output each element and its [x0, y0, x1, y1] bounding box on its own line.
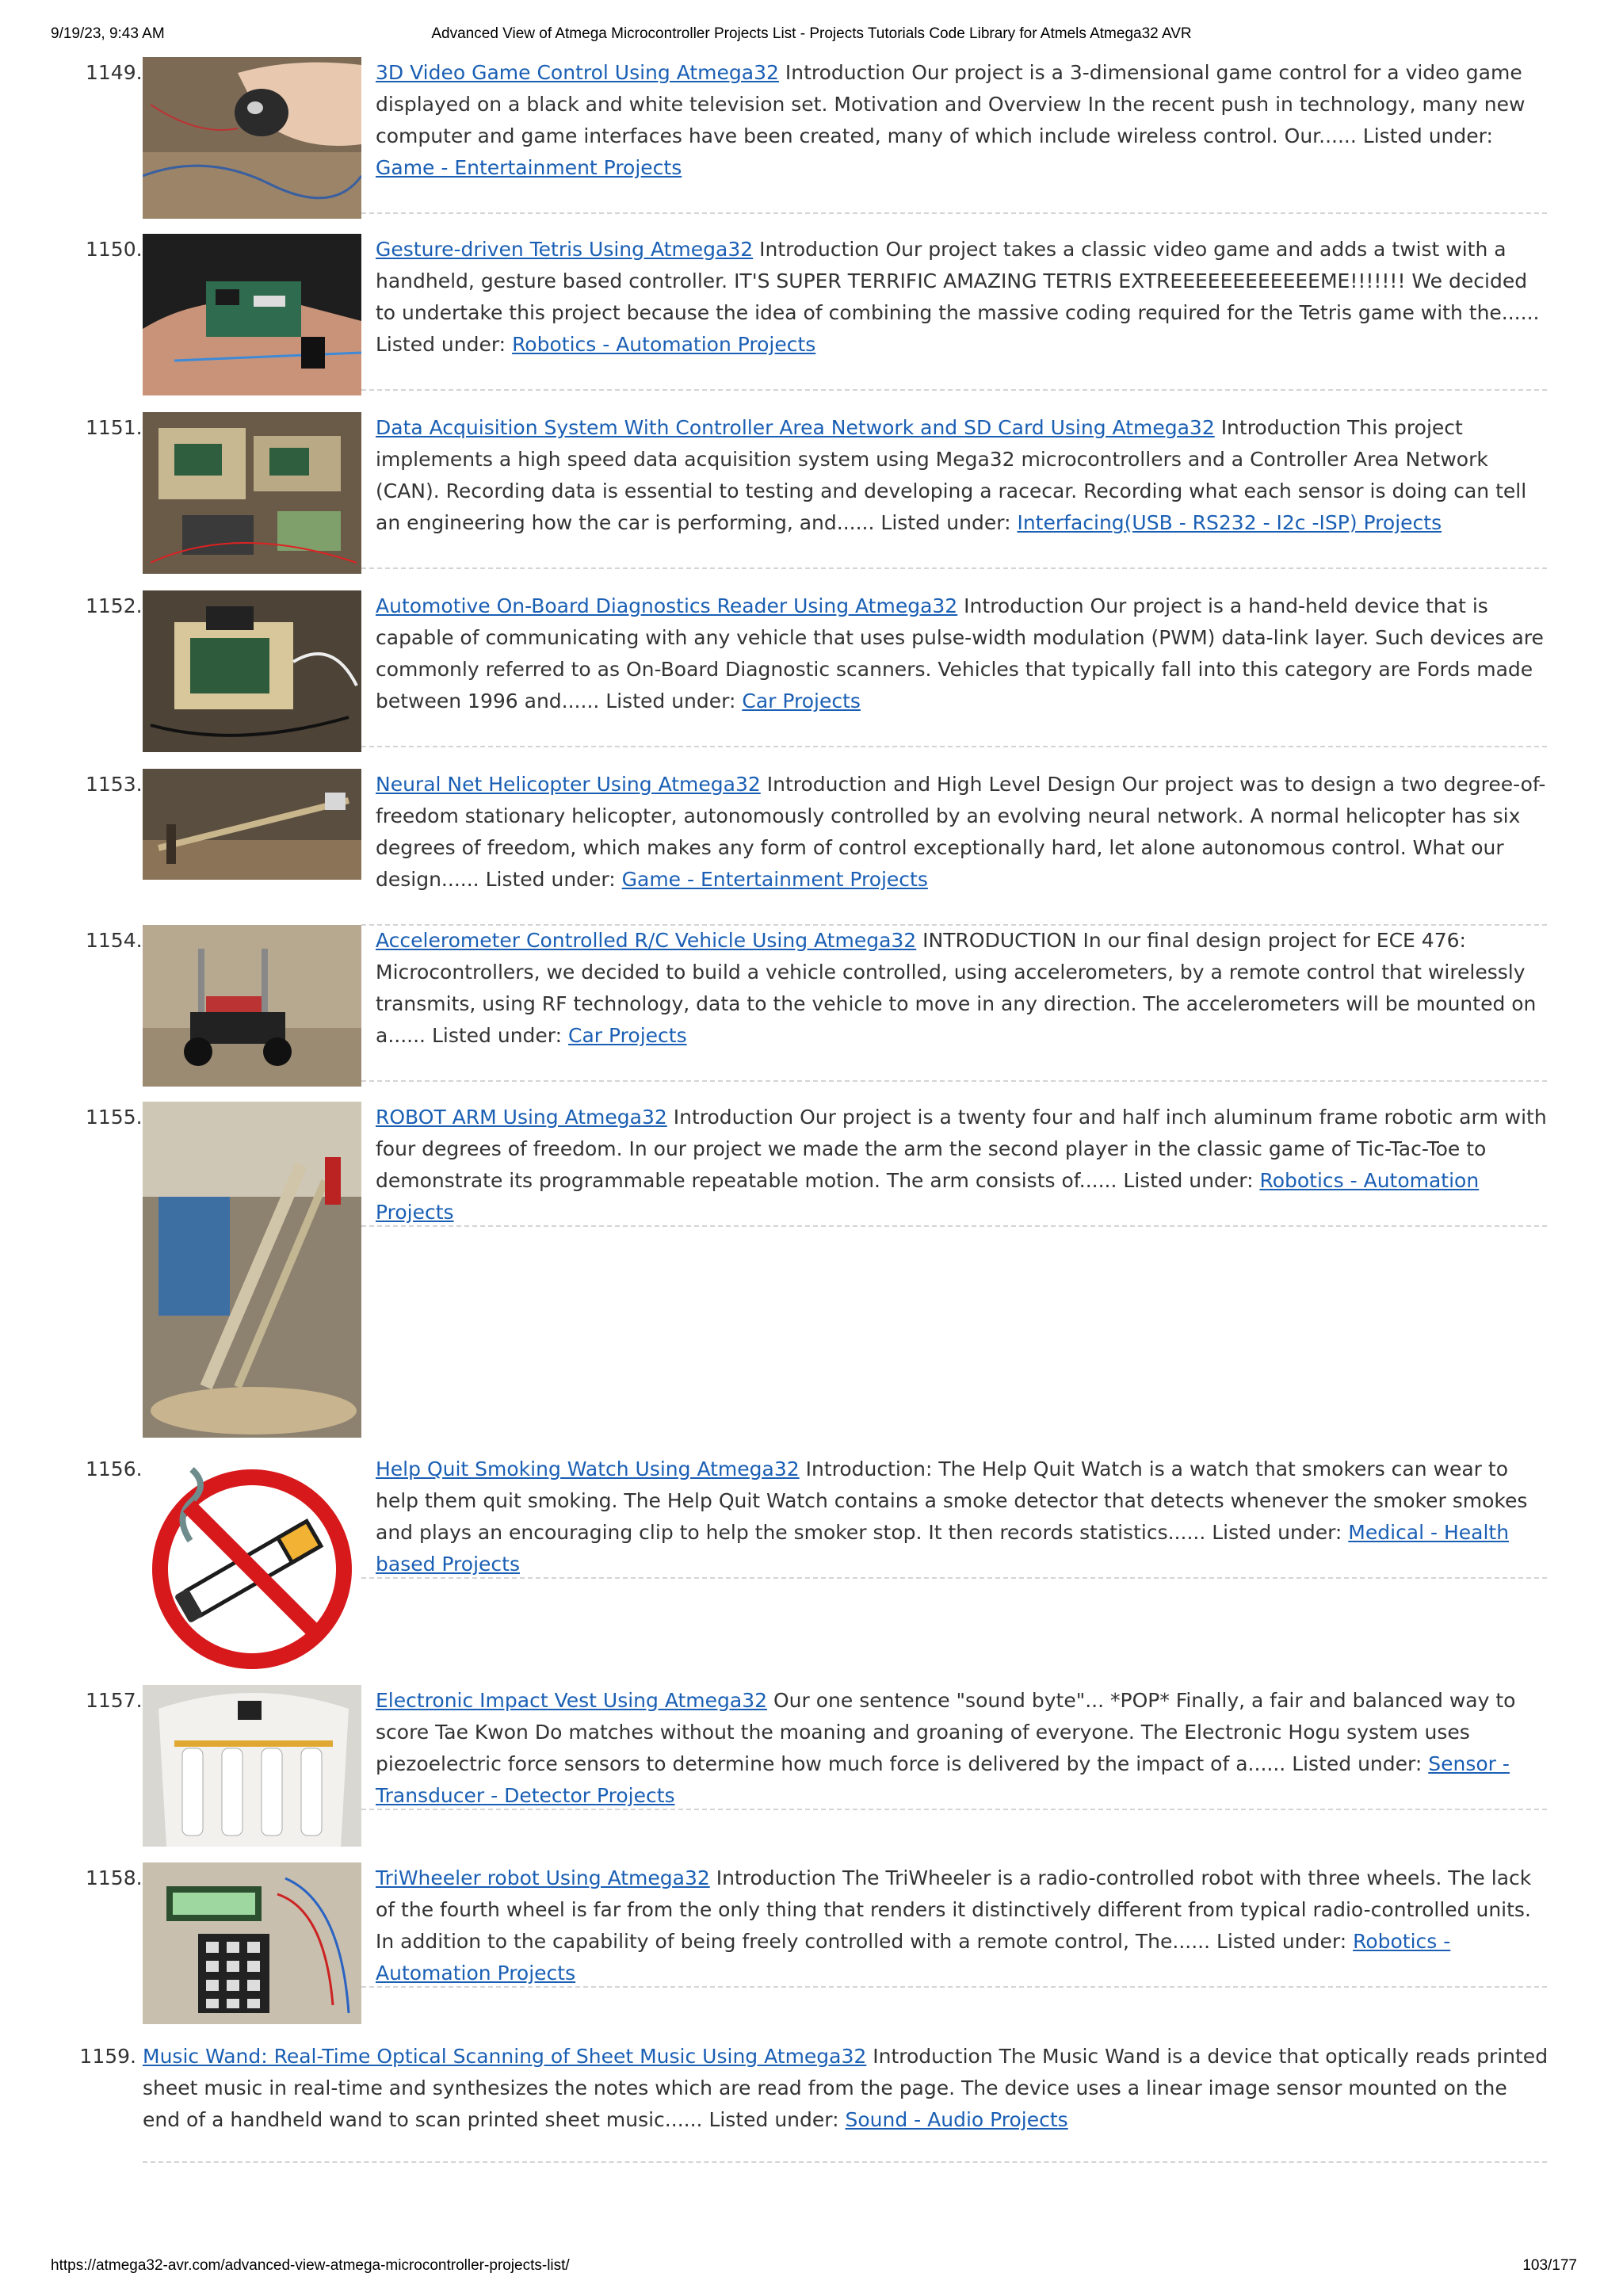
category-link[interactable]: Robotics - Automation Projects — [512, 333, 816, 356]
entry-divider — [361, 1809, 1547, 1810]
entry-text — [376, 1454, 1549, 1580]
entry-divider — [361, 567, 1547, 569]
listed-under-label: Listed under: — [708, 2108, 839, 2131]
entry-number: 1155. — [86, 1106, 143, 1129]
entry-divider — [361, 1080, 1547, 1082]
project-thumbnail[interactable] — [143, 412, 361, 574]
project-thumbnail[interactable] — [143, 1685, 361, 1847]
entry-number: 1157. — [86, 1689, 143, 1712]
category-link[interactable]: Medical - Health based Projects — [376, 1521, 1510, 1576]
thumbnail-image — [143, 769, 361, 880]
print-header — [0, 25, 1623, 49]
project-thumbnail[interactable] — [143, 769, 361, 880]
thumbnail-image — [143, 1102, 361, 1438]
listed-under-label: Listed under: — [431, 1024, 563, 1047]
project-thumbnail[interactable] — [143, 1862, 361, 2024]
project-title-link[interactable]: Neural Net Helicopter Using Atmega32 — [376, 773, 761, 796]
entry-number: 1156. — [86, 1457, 143, 1480]
category-link[interactable]: Game - Entertainment Projects — [621, 868, 928, 891]
entry-divider — [361, 746, 1547, 747]
category-link[interactable]: Car Projects — [742, 690, 861, 712]
entry-divider — [361, 1986, 1547, 1988]
project-description: Introduction: The Help Quit Watch is a watch that smokers can wear to help them quit smoking. The Help Quit Watch contains a smoke detector that detects whenever the smoker smokes and plays an encouraging clip to help the smoker stop. It then records statistics...... — [376, 1457, 1528, 1544]
project-title-link[interactable]: Accelerometer Controlled R/C Vehicle Using Atmega32 — [376, 929, 917, 952]
project-thumbnail[interactable] — [143, 1454, 361, 1675]
project-title-link[interactable]: Data Acquisition System With Controller Area Network and SD Card Using Atmega32 — [376, 416, 1215, 439]
entry-number: 1154. — [86, 929, 143, 952]
entry-divider — [361, 1225, 1547, 1227]
project-thumbnail[interactable] — [143, 590, 361, 752]
entry-number: 1152. — [86, 594, 143, 617]
thumbnail-image — [143, 590, 361, 752]
no-smoking-icon — [143, 1454, 361, 1675]
project-title-link[interactable]: Gesture-driven Tetris Using Atmega32 — [376, 238, 754, 261]
project-description: Introduction This project implements a high speed data acquisition system using Mega32 microcontrollers and a Controller Area Network (CAN). Recording data is essential to testing and developing a racecar. Recording what each sensor is doing can tell an engineering how the car is performing, and...... — [376, 416, 1527, 534]
entry-text — [376, 412, 1549, 539]
entry-number: 1159. — [79, 2045, 136, 2068]
listed-under-label: Listed under: — [485, 868, 616, 891]
category-link[interactable]: Car Projects — [568, 1024, 687, 1047]
print-title: Advanced View of Atmega Microcontroller Projects List - Projects Tutorials Code Library for Atmels Atmega32 AVR — [431, 25, 1192, 42]
page-url: https://atmega32-avr.com/advanced-view-atmega-microcontroller-projects-list/ — [51, 2257, 570, 2274]
project-description: Introduction The Music Wand is a device that optically reads printed sheet music in real-time and synthesizes the notes which are read from the page. The device uses a linear image sensor mounted on the end of a handheld wand to scan printed sheet music...... — [143, 2045, 1549, 2131]
project-thumbnail[interactable] — [143, 57, 361, 219]
listed-under-label: Listed under: — [1362, 124, 1493, 147]
project-title-link[interactable]: TriWheeler robot Using Atmega32 — [376, 1866, 710, 1889]
project-description: Introduction Our project takes a classic video game and adds a twist with a handheld, gesture based controller. IT'S SUPER TERRIFIC AMAZING TETRIS EXTREEEEEEEEEEEEME!!!!!!! We decided to undertake this project because the idea of combining the massive coding required for the Tetris game with the...... — [376, 238, 1540, 324]
thumbnail-image — [143, 412, 361, 574]
entry-number: 1153. — [86, 773, 143, 796]
project-description: Introduction Our project is a hand-held device that is capable of communicating with any vehicle that uses pulse-width modulation (PWM) data-link layer. Such devices are commonly referred to as On-Board Diagnostic scanners. Vehicles that typically fall into this category are Fords made between 1996 and...... — [376, 594, 1544, 712]
entry-text — [376, 590, 1549, 717]
project-title-link[interactable]: 3D Video Game Control Using Atmega32 — [376, 61, 779, 84]
project-title-link[interactable]: Music Wand: Real-Time Optical Scanning of Sheet Music Using Atmega32 — [143, 2045, 867, 2068]
entry-text — [376, 925, 1549, 1052]
thumbnail-image — [143, 1685, 361, 1847]
thumbnail-image — [143, 234, 361, 395]
listed-under-label: Listed under: — [1292, 1752, 1423, 1775]
category-link[interactable]: Game - Entertainment Projects — [376, 156, 682, 179]
entry-text — [376, 1685, 1549, 1812]
entry-number: 1150. — [86, 238, 143, 261]
entry-number: 1149. — [86, 61, 143, 84]
listed-under-label: Listed under: — [880, 511, 1011, 534]
project-description: Introduction The TriWheeler is a radio-controlled robot with three wheels. The lack of the fourth wheel is far from the only thing that renders it distinctively different from typical radio-controlled units. In addition to the capability of being freely controlled with a remote control, The...... — [376, 1866, 1532, 1953]
thumbnail-image — [143, 57, 361, 219]
project-title-link[interactable]: Help Quit Smoking Watch Using Atmega32 — [376, 1457, 800, 1480]
project-description: Introduction Our project is a twenty four and half inch aluminum frame robotic arm with four degrees of freedom. In our project we made the arm the second player in the classic game of Tic-Tac-Toe to demonstrate its programmable repeatable motion. The arm consists of...... — [376, 1106, 1547, 1192]
project-title-link[interactable]: Electronic Impact Vest Using Atmega32 — [376, 1689, 768, 1712]
project-description: Introduction and High Level Design Our project was to design a two degree-of-freedom stationary helicopter, autonomously controlled by an evolving neural network. A normal helicopter has six degrees of freedom, which makes any form of control exceptionally hard, let alone autonomous control. What our design...... — [376, 773, 1546, 891]
thumbnail-image — [143, 925, 361, 1087]
category-link[interactable]: Robotics - Automation Projects — [376, 1169, 1480, 1224]
page-number: 103/177 — [1522, 2257, 1577, 2274]
entry-number: 1158. — [86, 1866, 143, 1889]
project-thumbnail[interactable] — [143, 925, 361, 1087]
project-thumbnail[interactable] — [143, 1102, 361, 1438]
entry-divider — [361, 1577, 1547, 1579]
entry-text — [376, 57, 1549, 184]
entry-text — [376, 1862, 1549, 1989]
category-link[interactable]: Robotics - Automation Projects — [376, 1930, 1451, 1985]
listed-under-label: Listed under: — [605, 690, 736, 712]
project-thumbnail[interactable] — [143, 234, 361, 395]
category-link[interactable]: Sensor - Transducer - Detector Projects — [376, 1752, 1510, 1807]
thumbnail-image — [143, 1862, 361, 2024]
category-link[interactable]: Sound - Audio Projects — [845, 2108, 1068, 2131]
listed-under-label: Listed under: — [376, 333, 506, 356]
print-footer — [0, 2257, 1623, 2281]
project-description: Our one sentence "sound byte"... *POP* Finally, a fair and balanced way to score Tae Kwon Do matches without the moaning and groaning of everyone. The Electronic Hogu system uses piezoelectric force sensors to determine how much force is delivered by the impact of a...... — [376, 1689, 1516, 1775]
listed-under-label: Listed under: — [1212, 1521, 1342, 1544]
print-date: 9/19/23, 9:43 AM — [51, 25, 165, 42]
entry-text — [376, 769, 1549, 896]
project-description: Introduction Our project is a 3-dimensional game control for a video game displayed on a black and white television set. Motivation and Overview In the recent push in technology, many new computer and game interfaces have been created, many of which include wireless control. Our...... — [376, 61, 1526, 147]
entry-text — [376, 234, 1549, 361]
entry-divider — [361, 212, 1547, 214]
listed-under-label: Listed under: — [1216, 1930, 1347, 1953]
entry-divider — [143, 2161, 1547, 2163]
project-title-link[interactable]: Automotive On-Board Diagnostics Reader Using Atmega32 — [376, 594, 958, 617]
entry-text — [376, 1102, 1549, 1228]
entry-text — [143, 2041, 1549, 2136]
listed-under-label: Listed under: — [1123, 1169, 1254, 1192]
project-description: INTRODUCTION In our final design project for ECE 476: Microcontrollers, we decided to build a vehicle controlled, using accelerometers, by a remote control that wirelessly transmits, using RF technology, data to the vehicle to move in any direction. The accelerometers will be mounted on a...... — [376, 929, 1537, 1047]
entry-divider — [361, 389, 1547, 391]
entry-number: 1151. — [86, 416, 143, 439]
project-title-link[interactable]: ROBOT ARM Using Atmega32 — [376, 1106, 667, 1129]
category-link[interactable]: Interfacing(USB - RS232 - I2c -ISP) Projects — [1017, 511, 1442, 534]
